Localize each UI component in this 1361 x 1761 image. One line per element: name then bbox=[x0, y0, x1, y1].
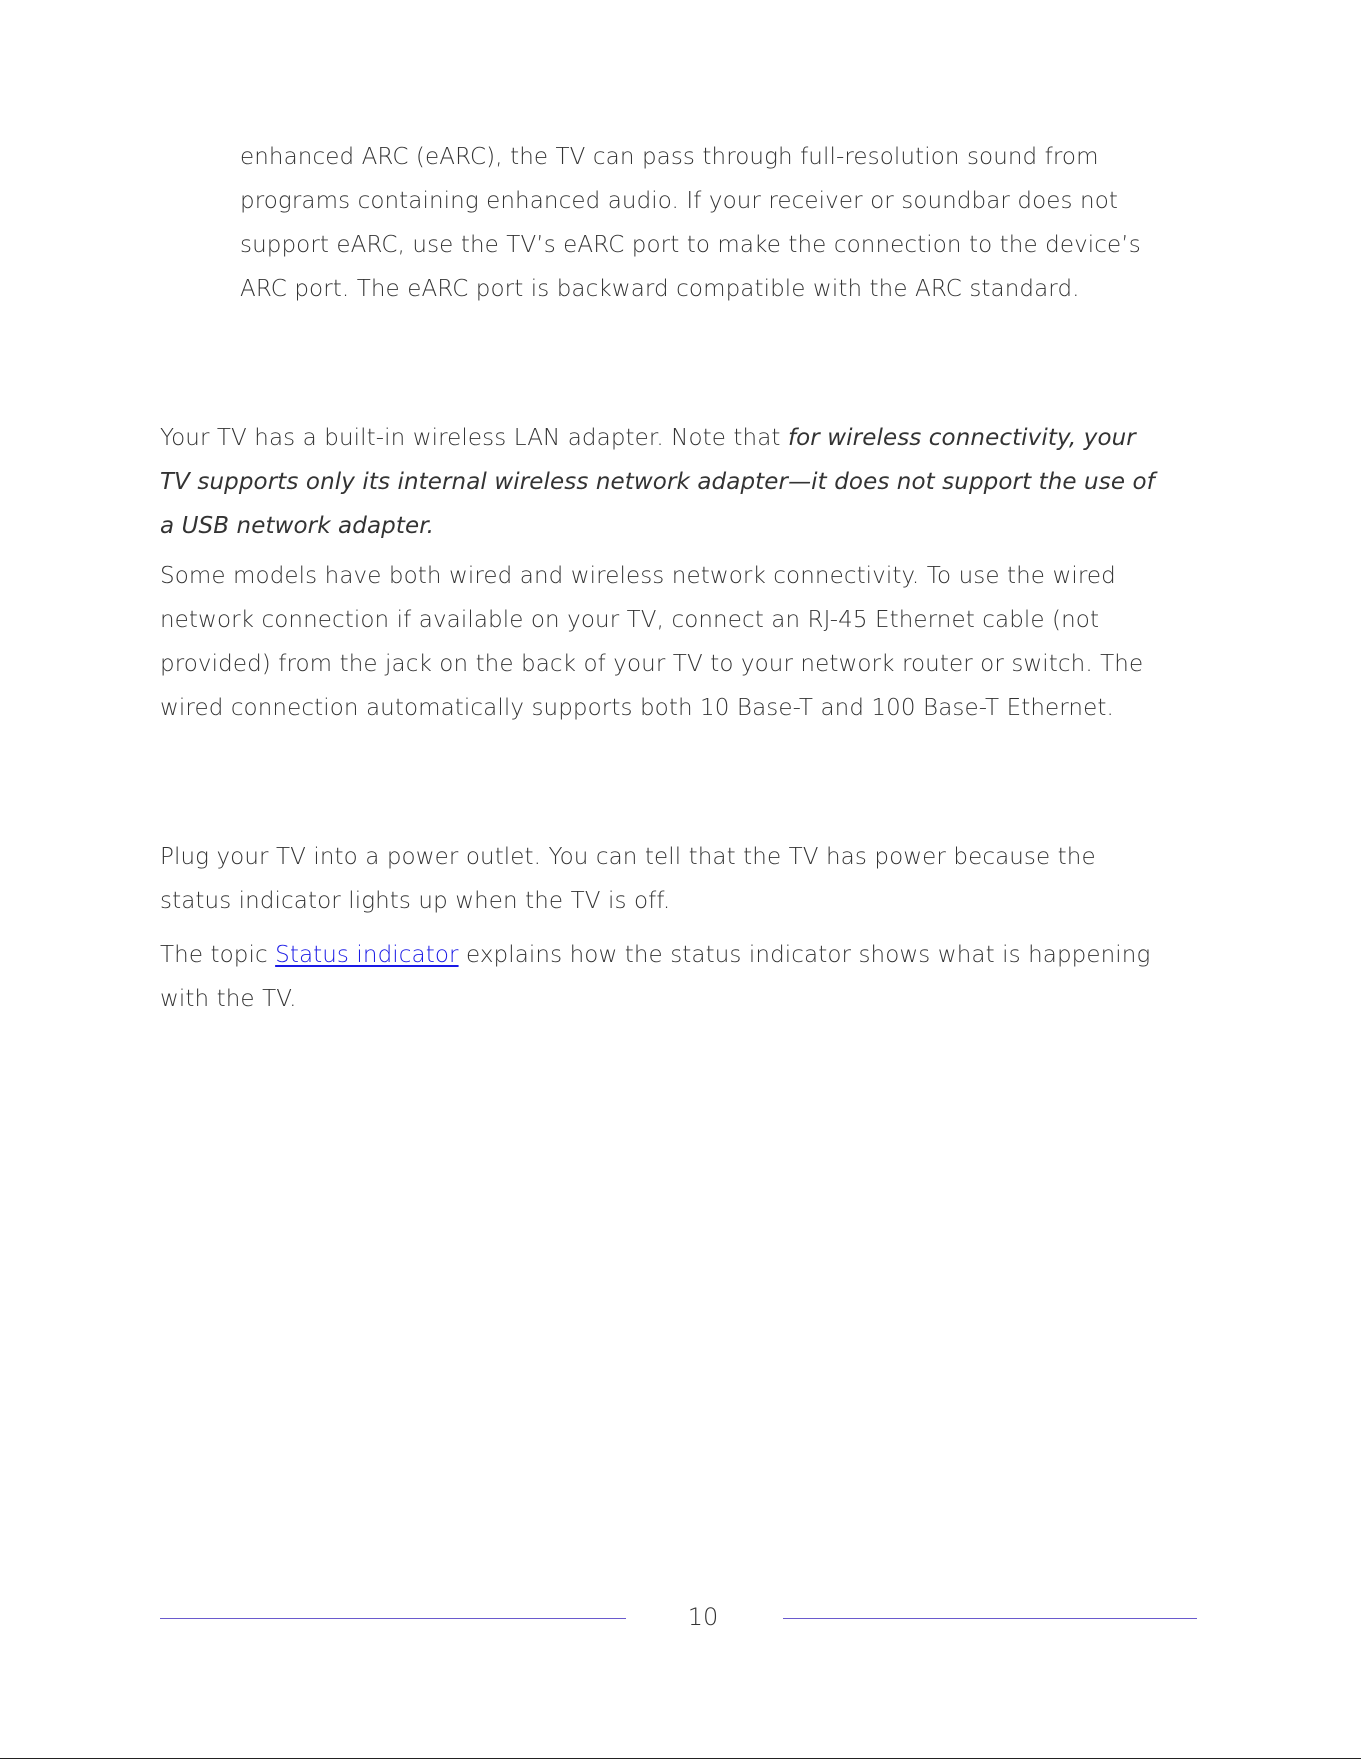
earc-line-1: enhanced ARC (eARC), the TV can pass through full-resolution sound from bbox=[240, 144, 1099, 170]
earc-line-2: programs containing enhanced audio. If your receiver or soundbar does not bbox=[240, 188, 1118, 214]
wireless-line-3: a USB network adapter. bbox=[160, 513, 435, 539]
power-line-2: status indicator lights up when the TV is off. bbox=[160, 888, 671, 914]
page-number: 10 bbox=[687, 1603, 719, 1631]
topic-line-2: with the TV. bbox=[160, 986, 297, 1012]
power-line-1: Plug your TV into a power outlet. You can tell that the TV has power because the bbox=[160, 844, 1096, 870]
power-paragraph bbox=[160, 835, 1200, 923]
topic-line-1 bbox=[160, 933, 1200, 977]
wireless-paragraph bbox=[160, 416, 1200, 548]
page-bottom-border bbox=[0, 1758, 1361, 1759]
wireless-line-1-plain: Your TV has a built-in wireless LAN adapter. Note that bbox=[160, 425, 788, 451]
topic-prefix: The topic bbox=[160, 942, 276, 968]
wireless-line-1 bbox=[160, 416, 1200, 460]
footer-rule-left bbox=[160, 1618, 626, 1619]
footer-rule-right bbox=[783, 1618, 1197, 1619]
earc-line-4: ARC port. The eARC port is backward compatible with the ARC standard. bbox=[240, 276, 1080, 302]
status-topic-paragraph bbox=[160, 933, 1200, 1021]
wired-line-1: Some models have both wired and wireless network connectivity. To use the wired bbox=[160, 563, 1116, 589]
wired-paragraph bbox=[160, 554, 1200, 730]
wired-line-2: network connection if available on your TV, connect an RJ-45 Ethernet cable (not bbox=[160, 607, 1100, 633]
topic-suffix: explains how the status indicator shows what is happening bbox=[458, 942, 1151, 968]
wired-line-3: provided) from the jack on the back of your TV to your network router or switch. The bbox=[160, 651, 1144, 677]
wireless-line-2: TV supports only its internal wireless network adapter—it does not support the use of bbox=[160, 469, 1155, 495]
wireless-line-1-italic: for wireless connectivity, your bbox=[787, 425, 1136, 451]
earc-paragraph bbox=[240, 135, 1240, 311]
earc-line-3: support eARC, use the TV’s eARC port to make the connection to the device’s bbox=[240, 232, 1141, 258]
wired-line-4: wired connection automatically supports both 10 Base-T and 100 Base-T Ethernet. bbox=[160, 695, 1114, 721]
status-indicator-link[interactable]: Status indicator bbox=[275, 942, 459, 968]
